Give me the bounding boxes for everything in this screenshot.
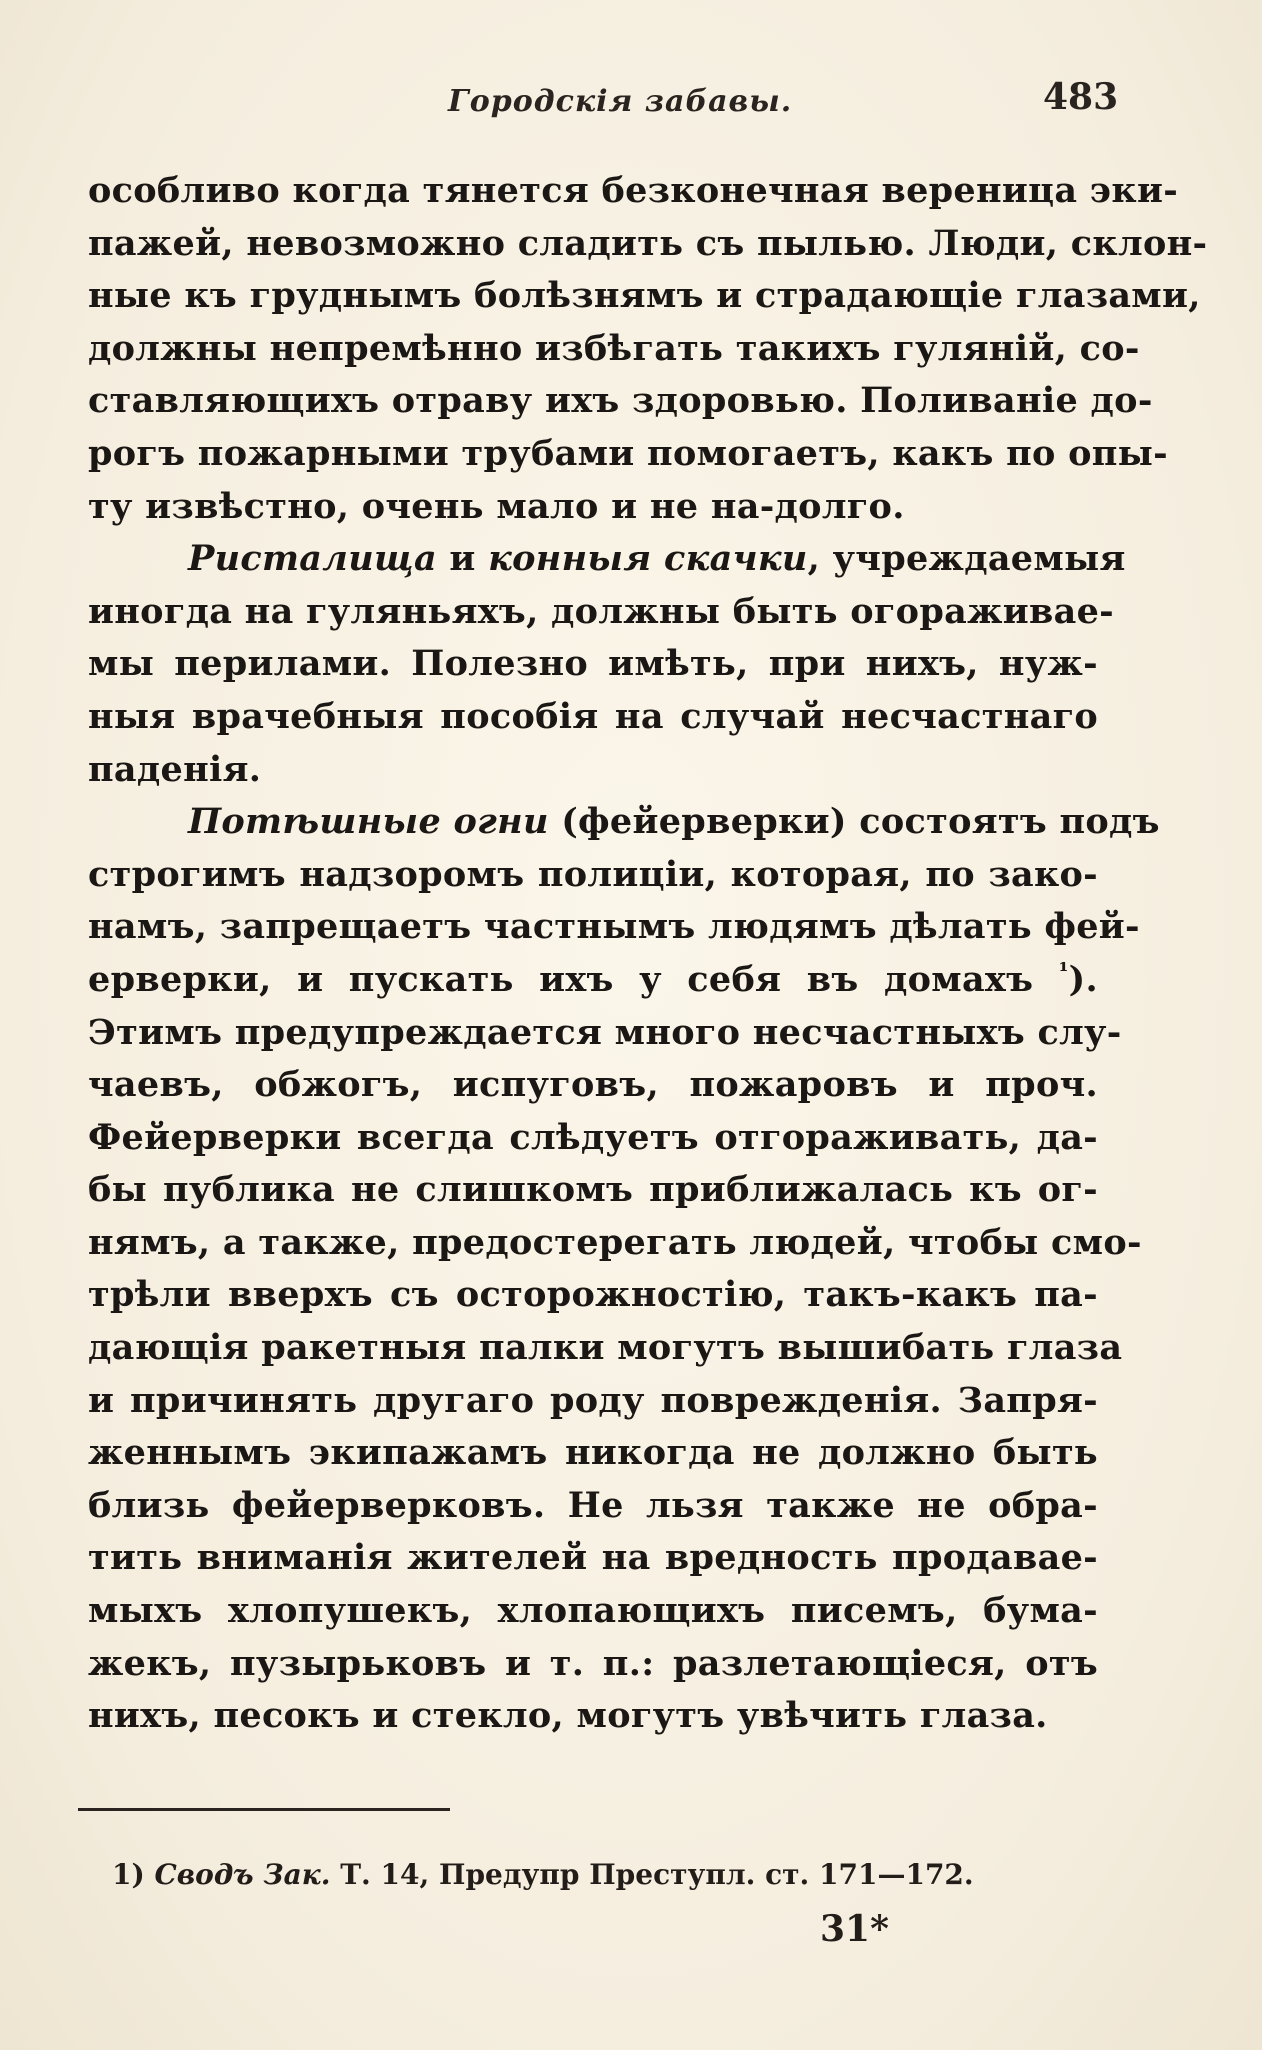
text-segment: ерверки, и пускать ихъ у себя въ домахъ: [88, 958, 1059, 1000]
text-line: [88, 744, 1098, 797]
text-line: [88, 901, 1140, 954]
text-line: [88, 1690, 1098, 1743]
text-segment: дающія ракетныя палки могутъ вышибать глаза: [88, 1327, 1123, 1369]
text-segment: ту извѣстно, очень мало и не на-долго.: [88, 485, 905, 527]
signature-mark: 31*: [820, 1908, 889, 1950]
text-segment: ).: [1068, 958, 1098, 1000]
text-segment: пажей, невозможно сладить съ пылью. Люди, склон-: [88, 222, 1208, 264]
text-line: [88, 1585, 1098, 1638]
text-segment: жекъ, пузырьковъ и т. п.: разлетающіеся, отъ: [88, 1642, 1098, 1684]
text-segment: женнымъ экипажамъ никогда не должно быть: [88, 1432, 1098, 1474]
page-header: [0, 70, 1262, 130]
text-line: [88, 165, 1179, 218]
text-segment: мы перилами. Полезно имѣть, при нихъ, нуж-: [88, 643, 1098, 685]
text-segment: и причинять другаго роду поврежденія. Запря-: [88, 1379, 1098, 1421]
text-segment: строгимъ надзоромъ полиціи, которая, по зако-: [88, 853, 1098, 895]
body-text: [88, 165, 1208, 1743]
footnote-marker: 1): [112, 1858, 145, 1891]
running-head: Городскія забавы.: [448, 84, 793, 119]
text-line: [88, 218, 1208, 271]
text-line: [88, 1217, 1142, 1270]
text-line: [88, 1532, 1098, 1585]
footnote-text: Т. 14, Предупр Преступл. ст. 171—172.: [340, 1858, 974, 1891]
text-line: [88, 428, 1168, 481]
text-segment: Этимъ предупреждается много несчастныхъ слу-: [88, 1011, 1122, 1053]
text-segment: , учреждаемыя: [807, 538, 1126, 580]
footnote: [112, 1858, 974, 1891]
text-line: [88, 954, 1098, 1007]
text-line: [88, 586, 1114, 639]
text-line: [88, 1269, 1098, 1322]
text-segment: нямъ, а также, предостерегать людей, чтобы смо-: [88, 1221, 1142, 1263]
text-line: [88, 1638, 1098, 1691]
text-segment: мыхъ хлопушекъ, хлопающихъ писемъ, бума-: [88, 1590, 1098, 1632]
text-segment: Фейерверки всегда слѣдуетъ отгораживать, да-: [88, 1116, 1098, 1158]
footnote-source: Сводъ Зак.: [154, 1858, 331, 1891]
text-segment: близь фейерверковъ. Не льзя также не обра-: [88, 1484, 1098, 1526]
text-segment: (фейерверки) состоятъ подъ: [548, 801, 1160, 843]
text-segment: и: [436, 538, 489, 580]
text-segment: бы публика не слишкомъ приближалась къ ог-: [88, 1169, 1098, 1211]
text-line: [88, 1059, 1098, 1112]
text-line: [88, 533, 1126, 586]
page-number: 483: [1043, 76, 1119, 118]
text-line: [88, 1322, 1123, 1375]
text-line: [88, 481, 1098, 534]
text-line: [88, 323, 1140, 376]
text-line: [88, 1480, 1098, 1533]
text-line: [88, 1007, 1122, 1060]
text-segment: ныя врачебныя пособія на случай несчастнаго: [88, 695, 1098, 737]
footnote-reference: ¹: [1058, 958, 1069, 985]
text-line: [88, 691, 1098, 744]
text-segment: тить вниманія жителей на вредность продавае-: [88, 1537, 1098, 1579]
text-line: [88, 638, 1098, 691]
italic-term: Ристалища: [188, 538, 437, 580]
footnote-rule: [78, 1808, 450, 1811]
text-line: [88, 270, 1201, 323]
text-segment: должны непремѣнно избѣгать такихъ гуляній, со-: [88, 327, 1140, 369]
text-line: [88, 375, 1153, 428]
text-segment: рогъ пожарными трубами помогаетъ, какъ по опы-: [88, 432, 1168, 474]
text-segment: нихъ, песокъ и стекло, могутъ увѣчить глаза.: [88, 1695, 1048, 1737]
text-segment: чаевъ, обжогъ, испуговъ, пожаровъ и проч.: [88, 1064, 1098, 1106]
text-line: [88, 1164, 1098, 1217]
italic-term: конныя скачки: [488, 538, 808, 580]
text-line: [88, 1112, 1098, 1165]
text-segment: иногда на гуляньяхъ, должны быть огораживае-: [88, 590, 1114, 632]
text-line: [88, 849, 1098, 902]
text-segment: трѣли вверхъ съ осторожностію, такъ-какъ па-: [88, 1274, 1098, 1316]
text-line: [88, 796, 1160, 849]
text-segment: ные къ груднымъ болѣзнямъ и страдающіе глазами,: [88, 275, 1201, 317]
text-segment: намъ, запрещаетъ частнымъ людямъ дѣлать фей-: [88, 906, 1140, 948]
text-line: [88, 1375, 1098, 1428]
italic-term: Потѣшные огни: [188, 801, 549, 843]
text-segment: особливо когда тянется безконечная вереница эки-: [88, 170, 1179, 211]
text-segment: паденія.: [88, 748, 262, 790]
text-segment: ставляющихъ отраву ихъ здоровью. Поливаніе до-: [88, 380, 1153, 422]
text-line: [88, 1427, 1098, 1480]
